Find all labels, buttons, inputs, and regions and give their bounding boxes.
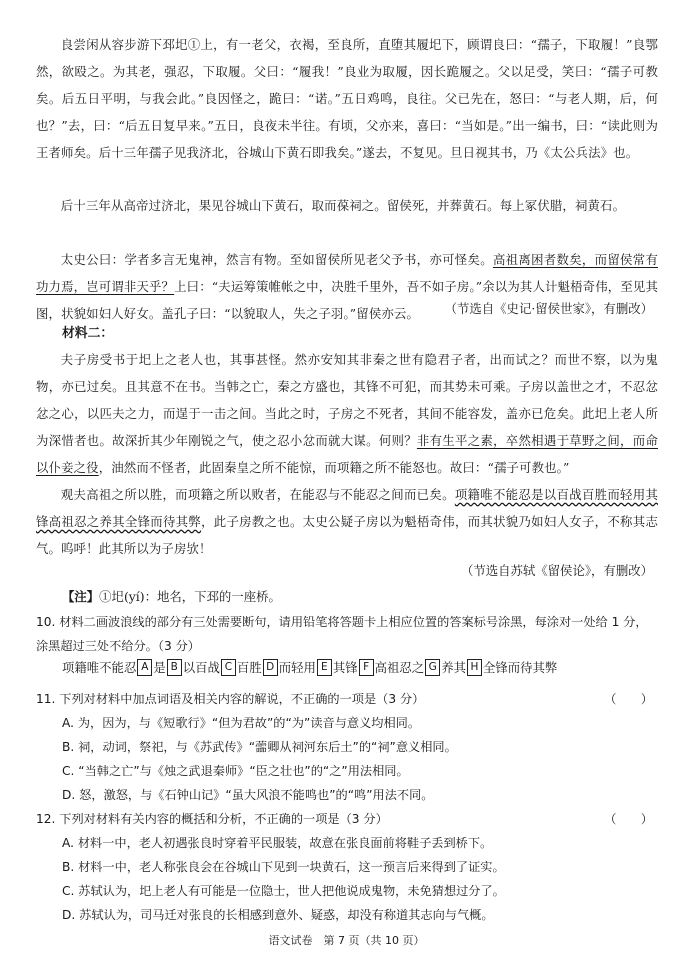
question-12-option-d: D. 苏轼认为，司马迁对张良的长相感到意外、疑惑，却没有称道其志向与气概。 — [62, 908, 494, 922]
segment-text: 其锋 — [332, 660, 358, 675]
answer-box-c[interactable]: C — [221, 659, 236, 676]
material2-paragraph-1-text-a: 夫子房受书于圯上之老人也，其事甚怪。然亦安知其非秦之世有隐君子者，出而试之？而世不察，以为鬼物，亦已过矣。且其意不在书。当韩之亡，秦之方盛也，其锋不可犯，而其势未可乘。子房以盖世之才，不忍忿忿之心，以匹夫之力，而逞于一击之间。当此之时，子房之不死者，其间不能容发，盖亦已危矣。此圯上老人所为深惜者也。故深折其少年刚锐之气，使之忍小忿而就大谋。何则？ — [36, 352, 658, 448]
material1-paragraph-3-text-a: 太史公曰：学者多言无鬼神，然言有物。至如留侯所见老父予书，亦可怪矣。 — [60, 252, 493, 267]
answer-box-f[interactable]: F — [359, 659, 374, 676]
material2-paragraph-2-text-a: 观夫高祖之所以胜，而项籍之所以败者，在能忍与不能忍之间而已矣。 — [60, 487, 455, 502]
question-12-answer-paren[interactable]: （ ） — [604, 812, 653, 826]
answer-box-b[interactable]: B — [167, 659, 182, 676]
material2-source: （节选自苏轼《留侯论》，有删改） — [460, 563, 653, 578]
segment-text: 百胜 — [236, 660, 262, 675]
footnote-label: 【注】 — [62, 589, 100, 604]
material2-paragraph-2 — [36, 481, 658, 562]
wavy-underlined-phrase: 非有生平之素，卒然相遇于草野之间，而命以仆妾之役 — [36, 433, 658, 475]
segment-text: 项籍唯不能忍 — [62, 660, 137, 675]
segment-text: 养其 — [441, 660, 466, 675]
question-10-segmentation-line — [62, 658, 557, 676]
answer-box-g[interactable]: G — [425, 659, 440, 676]
question-12-option-a: A. 材料一中，老人初遇张良时穿着平民服装，故意在张良面前将鞋子丢到桥下。 — [62, 836, 493, 850]
wavy-underlined-passage: 项籍唯不能忍是以百战百胜而轻用其锋高祖忍之养其全锋而待其弊 — [36, 487, 658, 529]
segment-text: 而轻用 — [278, 660, 316, 675]
page-footer: 语文试卷 第 7 页（共 10 页） — [268, 934, 425, 947]
segment-text: 全锋而待其弊 — [482, 660, 558, 675]
answer-box-h[interactable]: H — [467, 659, 482, 676]
question-11-option-d: D. 怒，激怒，与《石钟山记》“虽大风浪不能鸣也”的“鸣”用法不同。 — [62, 788, 434, 802]
question-11-option-b: B. 祠，动词，祭祀，与《苏武传》“蘦卿从祠河东后土”的“祠”意义相同。 — [62, 740, 457, 754]
question-11-option-c: C. “当韩之亡”与《烛之武退秦师》“臣之壮也”的“之”用法相同。 — [62, 764, 409, 778]
answer-box-e[interactable]: E — [317, 659, 332, 676]
question-12-option-b: B. 材料一中，老人称张良会在谷城山下见到一块黄石，这一预言后来得到了证实。 — [62, 860, 505, 874]
question-12-stem: 12. 下列对材料有关内容的概括和分析，不正确的一项是（3 分） — [36, 812, 388, 826]
material1-paragraph-2: 后十三年从高帝过济北，果见谷城山下黄石，取而葆祠之。留侯死，并葬黄石。每上冢伏腊，祠黄石。 — [60, 198, 626, 213]
material2-paragraph-2-text-b: ，此子房教之也。太史公疑子房以为魁梧奇伟，而其状貌乃如妇人女子，不称其志气。呜呼！此其所以为子房欤！ — [36, 514, 658, 556]
segment-text: 是 — [153, 660, 166, 675]
material2-paragraph-1 — [36, 346, 658, 481]
question-12-option-c: C. 苏轼认为，圯上老人有可能是一位隐士，世人把他说成鬼物，未免猜想过分了。 — [62, 884, 505, 898]
question-11-stem: 11. 下列对材料中加点词语及相关内容的解说，不正确的一项是（3 分） — [36, 692, 425, 706]
segment-text: 以百战 — [182, 660, 220, 675]
answer-box-a[interactable]: A — [137, 659, 152, 676]
material1-source: （节选自《史记·留侯世家》，有删改） — [444, 301, 653, 316]
question-11-answer-paren[interactable]: （ ） — [604, 692, 653, 706]
segment-text: 高祖忍之 — [374, 660, 425, 675]
question-10-stem: 10. 材料二画波浪线的部分有三处需要断句，请用铅笔将答题卡上相应位置的答案标号涂黑，每涂对一处给 1 分，涂黑超过三处不给分。（3 分） — [36, 615, 648, 653]
question-11-option-a: A. 为，因为，与《短歌行》“但为君故”的“为”读音与意义均相同。 — [62, 716, 421, 730]
material1-paragraph-1: 良尝闲从容步游下邳圯①上，有一老父，衣褐，至良所，直堕其履圯下，顾谓良曰：“孺子，下取履！”良鄂然，欲殴之。为其老，强忍，下取履。父曰：“履我！”良业为取履，因长跪履之。父以足受，笑曰：“孺子可教矣。后五日平明，与我会此。”良因怪之，跪曰：“诺。”五日鸡鸣，良往。父已先在，怒曰：“与老人期，后，何也？”去，曰：“后五日复早来。”五日，良夜未半往。有顷，父亦来，喜曰：“当如是。”出一编书，曰：“读此则为王者师矣。后十三年孺子见我济北，谷城山下黄石即我矣。”遂去，不复见。旦日视其书，乃《太公兵法》也。 — [36, 37, 658, 160]
footnote — [62, 586, 281, 608]
material2-heading: 材料二： — [62, 326, 114, 341]
material2-paragraph-1-text-b: ，油然而不怪者，此固秦皇之所不能惊，而项籍之所不能怒也。故曰：“孺子可教也。” — [98, 460, 570, 475]
footnote-text: ①圯(yí)：地名，下邳的一座桥。 — [99, 589, 281, 604]
material1-paragraph-3-text-b: 上曰：“夫运筹策帷帐之中，决胜千里外，吾不如子房。”余以为其人计魁梧奇伟，至见其图，状貌如妇人好女。盖孔子曰：“以貌取人，失之子羽。”留侯亦云。 — [36, 279, 658, 321]
underlined-sentence: 高祖离困者数矣，而留侯常有功力焉，岂可谓非天乎？ — [36, 252, 658, 294]
answer-box-d[interactable]: D — [263, 659, 278, 676]
